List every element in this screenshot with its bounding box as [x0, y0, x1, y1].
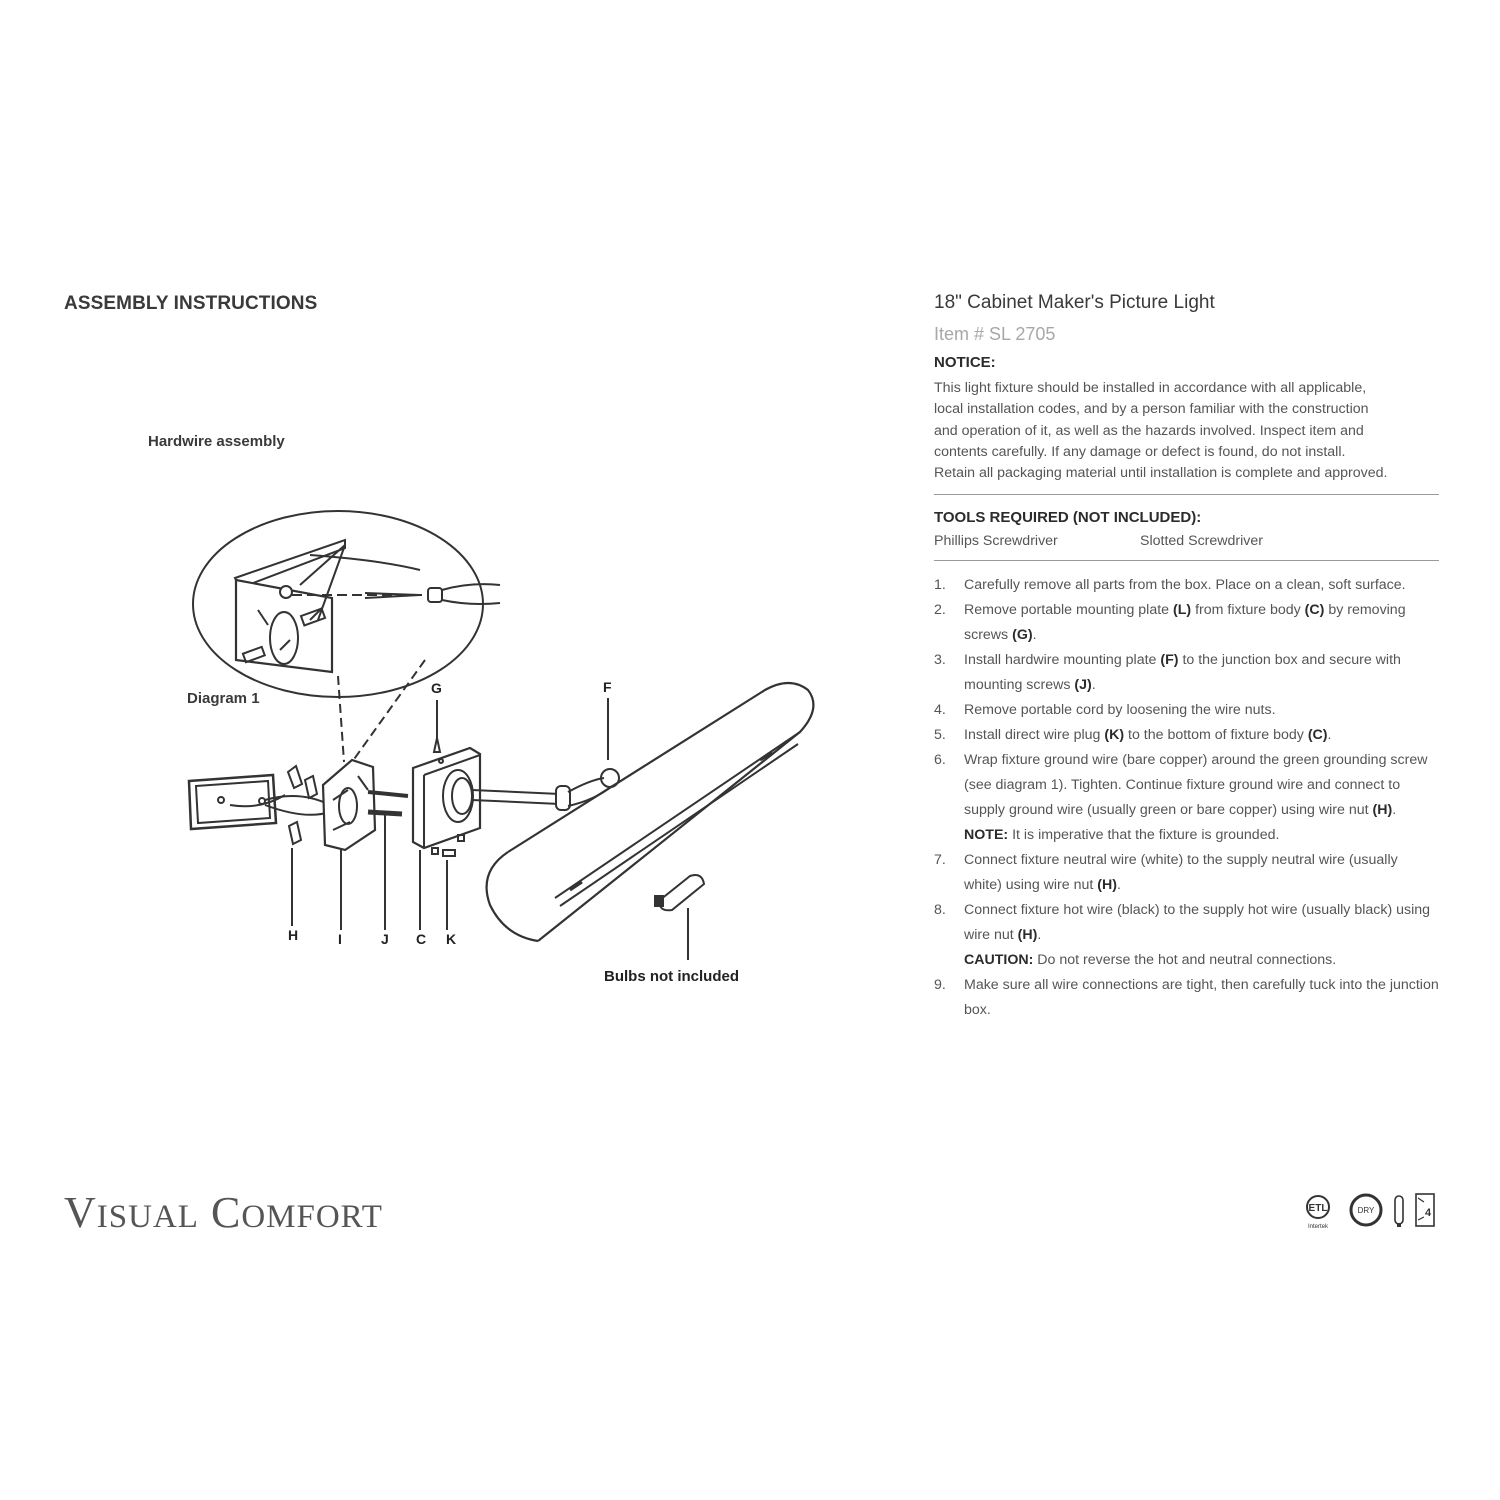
notice-line: contents carefully. If any damage or defect is found, do not install.	[934, 443, 1346, 460]
dry-label: DRY	[1357, 1206, 1375, 1215]
bulb-count-icon	[1416, 1194, 1434, 1226]
part-label-g: G	[431, 680, 442, 696]
assembly-diagram	[0, 0, 880, 1000]
bulbs-note: Bulbs not included	[604, 968, 739, 985]
part-label-f: F	[603, 679, 612, 695]
bulb-count: 4	[1424, 1207, 1432, 1219]
step-number: 8.	[934, 902, 946, 919]
notice-body	[934, 378, 1439, 484]
bulb-type-icon	[1395, 1196, 1403, 1227]
note-text: NOTE: It is imperative that the fixture is grounded.	[964, 827, 1280, 844]
step-text: Install direct wire plug (K) to the bottom of fixture body (C).	[964, 727, 1332, 744]
etl-listed-icon	[1307, 1196, 1329, 1230]
item-number: Item # SL 2705	[934, 324, 1056, 344]
step-text: Remove portable mounting plate (L) from fixture body (C) by removing screws (G).	[964, 602, 1406, 644]
step-item	[934, 748, 1439, 823]
tools-list	[934, 530, 1439, 552]
steps-list	[934, 573, 1439, 1023]
step-number: 4.	[934, 702, 946, 719]
step-item	[934, 648, 1439, 698]
tool-item: Phillips Screwdriver	[934, 533, 1058, 550]
step-number: 1.	[934, 577, 946, 594]
brand-logo: VISUAL COMFORT	[64, 1188, 383, 1237]
instructions-column	[934, 290, 1439, 1023]
part-label-k: K	[446, 931, 457, 947]
step-number: 6.	[934, 752, 946, 769]
etl-sub-label: Intertek	[1307, 1224, 1329, 1230]
divider	[934, 560, 1439, 561]
notice-line: Retain all packaging material until installation is complete and approved.	[934, 465, 1388, 482]
part-label-j: J	[381, 931, 389, 947]
step-number: 5.	[934, 727, 946, 744]
step-item	[934, 898, 1439, 948]
step-number: 7.	[934, 852, 946, 869]
step-text: Connect fixture neutral wire (white) to the supply neutral wire (usually white) using wire nut (H).	[964, 852, 1398, 894]
svg-text:ETL: ETL	[1308, 1203, 1328, 1214]
step-item	[934, 723, 1439, 748]
diagram-subheading: Hardwire assembly	[148, 433, 285, 450]
part-label-h: H	[288, 927, 299, 943]
step-item	[934, 573, 1439, 598]
tool-item: Slotted Screwdriver	[1140, 533, 1264, 550]
notice-line: local installation codes, and by a person familiar with the construction	[934, 401, 1369, 418]
notice-title: NOTICE:	[934, 354, 996, 371]
step-item	[934, 598, 1439, 648]
part-label-c: C	[416, 931, 427, 947]
step-item	[934, 848, 1439, 898]
page-title: ASSEMBLY INSTRUCTIONS	[64, 293, 318, 314]
step-text: Remove portable cord by loosening the wire nuts.	[964, 702, 1276, 719]
step-text: Connect fixture hot wire (black) to the supply hot wire (usually black) using wire nut (H).	[964, 902, 1431, 944]
dry-location-icon	[1351, 1195, 1381, 1225]
step-text: Wrap fixture ground wire (bare copper) around the green grounding screw (see diagram 1). Tighten. Continue fixture ground wire and connect to supply ground wire (usually green or bare copper) using wire nut (H).	[964, 752, 1428, 819]
step-number: 3.	[934, 652, 946, 669]
diagram-label: Diagram 1	[187, 690, 260, 707]
notice-line: This light fixture should be installed in accordance with all applicable,	[934, 380, 1367, 396]
step-number: 2.	[934, 602, 946, 619]
step-item	[934, 698, 1439, 723]
notice-line: and operation of it, as well as the hazards involved. Inspect item and	[934, 422, 1364, 439]
step-number: 9.	[934, 977, 946, 994]
caution-text: CAUTION: Do not reverse the hot and neutral connections.	[964, 952, 1337, 969]
part-label-i: I	[338, 931, 342, 947]
step-item	[934, 973, 1439, 1023]
tools-title: TOOLS REQUIRED (NOT INCLUDED):	[934, 509, 1202, 527]
product-title: 18" Cabinet Maker's Picture Light	[934, 292, 1215, 313]
step-text: Install hardwire mounting plate (F) to the junction box and secure with mounting screws (J).	[964, 652, 1401, 694]
step-text: Make sure all wire connections are tight, then carefully tuck into the junction box.	[964, 977, 1439, 1019]
step-text: Carefully remove all parts from the box. Place on a clean, soft surface.	[964, 577, 1406, 594]
divider	[934, 494, 1439, 495]
certification-icons	[1300, 1190, 1440, 1239]
